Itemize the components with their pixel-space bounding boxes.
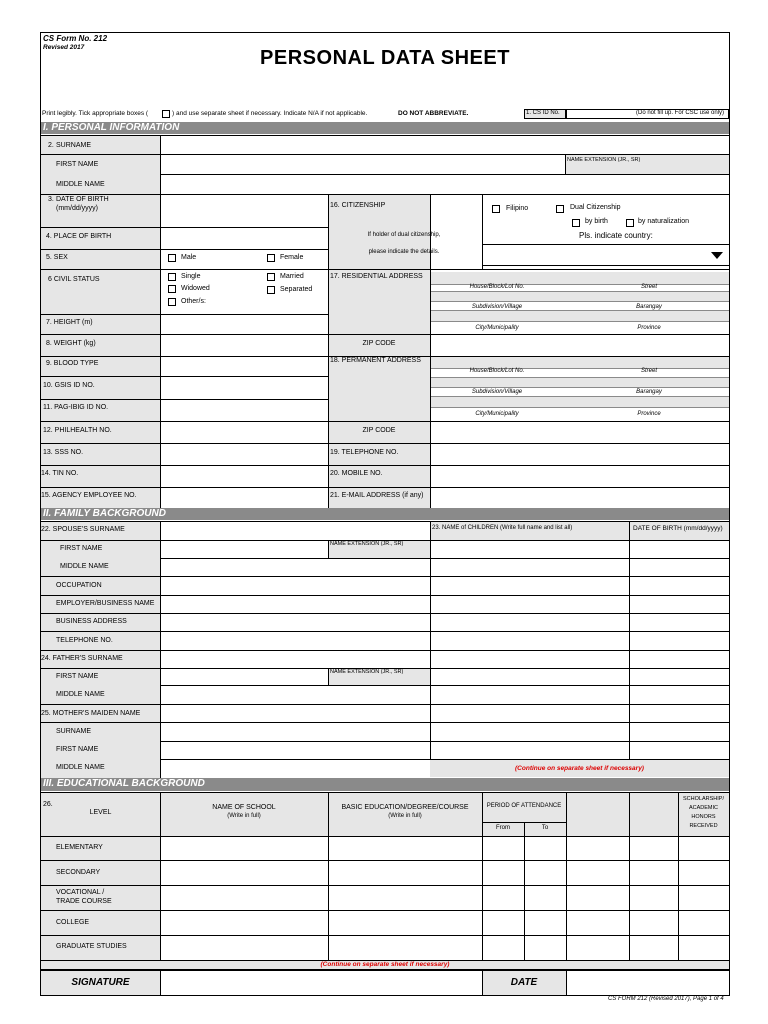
sss-field[interactable] [161,444,328,465]
occupation-label: OCCUPATION [56,582,102,589]
res-zip-label: ZIP CODE [362,340,396,347]
telephone-field[interactable] [431,444,729,465]
spouse-name-ext-label: NAME EXTENSION (JR., SR) [330,541,404,547]
pagibig-label: 11. PAG-IBIG ID NO. [43,404,109,411]
college-row[interactable] [161,911,729,935]
children-dob-label: DATE OF BIRTH (mm/dd/yyyy) [633,525,723,532]
blood-type-label: 9. BLOOD TYPE [46,360,99,367]
res-house-label: House/Block/Lot No. [469,284,525,290]
sex-female-checkbox[interactable] [267,254,275,262]
res-city-label: City/Municipality [475,325,519,331]
citizenship-label: 16. CITIZENSHIP [330,202,386,209]
instructions-a: Print legibly. Tick appropriate boxes ( [42,110,149,117]
perm-city-label: City/Municipality [475,411,519,417]
perm-subdivision-label: Subdivision/Village [471,389,523,395]
surname-label: SURNAME [56,142,92,149]
citizenship-filipino-checkbox[interactable] [492,205,500,213]
instructions-b: ) and use separate sheet if necessary. Indicate N/A if not applicable. [172,110,368,117]
cs-married-checkbox[interactable] [267,273,275,281]
dual-by-birth-label: by birth [585,218,608,225]
mother-first-name-label: FIRST NAME [56,746,99,753]
level-elementary: ELEMENTARY [56,844,103,851]
sex-label: 5. SEX [46,254,68,261]
section-educational-background: III. EDUCATIONAL BACKGROUND [41,778,729,791]
first-name-label: FIRST NAME [56,161,99,168]
perm-street-label: Street [640,368,657,374]
scholarship-header-2: ACADEMIC [688,805,719,811]
graduate-row[interactable] [161,936,729,960]
surname-number: 2. [48,142,54,149]
from-header: From [496,825,510,831]
gsis-label: 10. GSIS ID NO. [43,382,95,389]
citizenship-filipino-label: Filipino [506,205,529,212]
cs-married-label: Married [280,273,304,280]
res-zip-field[interactable] [431,335,729,356]
citizenship-dual-checkbox[interactable] [556,205,564,213]
cs-separated-checkbox[interactable] [267,286,275,294]
dob-label: DATE OF BIRTH [56,196,109,203]
level-vocational-1: VOCATIONAL / [56,889,105,896]
dob-field[interactable] [161,195,328,227]
perm-zip-label: ZIP CODE [362,427,396,434]
gsis-field[interactable] [161,377,328,399]
father-middle-name-label: MIDDLE NAME [56,691,105,698]
sex-female-label: Female [280,254,304,261]
elementary-row[interactable] [161,837,729,860]
do-not-abbreviate: DO NOT ABBREVIATE. [398,110,469,117]
dob-number: 3. [48,196,54,203]
father-surname-field[interactable] [161,651,430,668]
form-number: CS Form No. 212 [43,34,108,43]
philhealth-label: 12. PHILHEALTH NO. [43,427,112,434]
course-header: BASIC EDUCATION/DEGREE/COURSE [341,804,469,811]
civil-status-label: 6 CIVIL STATUS [48,276,100,283]
level-secondary: SECONDARY [56,869,101,876]
spouse-middle-name-field[interactable] [161,559,430,576]
education-number: 26. [43,801,53,808]
first-name-field[interactable] [161,155,565,174]
signature-field[interactable] [161,971,482,995]
dual-note-2: please indicate the details. [368,249,440,255]
perm-house-label: House/Block/Lot No. [469,368,525,374]
personal-data-sheet-form [40,32,730,996]
sss-label: 13. SSS NO. [43,449,84,456]
mobile-label: 20. MOBILE NO. [330,470,383,477]
tin-label: 14. TIN NO. [41,470,79,477]
weight-field[interactable] [161,335,328,356]
course-sub-header: (Write in full) [388,813,422,819]
page-title: PERSONAL DATA SHEET [260,47,510,69]
dual-by-naturalization-checkbox[interactable] [626,219,634,227]
level-college: COLLEGE [56,919,90,926]
cs-single-checkbox[interactable] [168,273,176,281]
period-header: PERIOD OF ATTENDANCE [486,803,562,809]
cs-widowed-label: Widowed [181,285,210,292]
father-middle-name-field[interactable] [161,686,430,704]
page-number: CS FORM 212 (Revised 2017), Page 1 of 4 [608,996,724,1002]
father-surname-label: 24. FATHER'S SURNAME [41,655,123,662]
school-sub-header: (Write in full) [227,813,261,819]
dual-by-naturalization-label: by naturalization [638,218,689,225]
tin-field[interactable] [161,466,328,487]
father-first-name-field[interactable] [161,669,328,685]
vocational-row[interactable] [161,886,729,910]
country-select[interactable] [483,245,729,265]
form-revised: Revised 2017 [43,44,85,51]
permanent-address-label: 18. PERMANENT ADDRESS [330,357,421,364]
pagibig-field[interactable] [161,400,328,421]
weight-label: 8. WEIGHT (kg) [46,340,96,347]
height-label: 7. HEIGHT (m) [46,319,93,326]
employer-label: EMPLOYER/BUSINESS NAME [56,600,155,607]
middle-name-field[interactable] [161,175,729,194]
cs-widowed-checkbox[interactable] [168,285,176,293]
place-of-birth-label: 4. PLACE OF BIRTH [46,233,112,240]
mother-middle-name-label: MIDDLE NAME [56,764,105,771]
cs-id-label: 1. CS ID No. [526,110,560,116]
res-street-label: Street [640,284,657,290]
dob-format: (mm/dd/yyyy) [56,205,98,212]
name-extension-label: NAME EXTENSION (JR., SR) [567,157,641,163]
middle-name-label: MIDDLE NAME [56,181,105,188]
res-barangay-label: Barangay [636,304,662,310]
mother-surname-label: SURNAME [56,728,92,735]
philhealth-field[interactable] [161,422,328,443]
sex-male-checkbox[interactable] [168,254,176,262]
family-continue-note: (Continue on separate sheet if necessary) [515,765,644,772]
res-province-label: Province [637,325,661,331]
dual-by-birth-checkbox[interactable] [572,219,580,227]
surname-field[interactable] [161,136,729,154]
email-label: 21. E-MAIL ADDRESS (if any) [330,492,424,499]
spouse-first-name-field[interactable] [161,541,328,558]
cs-others-label: Other/s: [181,298,206,305]
agency-label: 15. AGENCY EMPLOYEE NO. [41,492,137,499]
mother-surname-field[interactable] [161,723,430,741]
cs-single-label: Single [181,273,201,280]
level-vocational-2: TRADE COURSE [56,898,112,905]
secondary-row[interactable] [161,861,729,885]
res-subdivision-label: Subdivision/Village [471,304,523,310]
section-personal-information: I. PERSONAL INFORMATION [41,122,729,134]
date-field[interactable] [567,971,729,995]
father-name-ext-label: NAME EXTENSION (JR., SR) [330,669,404,675]
school-header: NAME OF SCHOOL [212,804,276,811]
residential-address-label: 17. RESIDENTIAL ADDRESS [330,273,423,280]
place-of-birth-field[interactable] [161,228,328,249]
cs-others-checkbox[interactable] [168,298,176,306]
perm-barangay-label: Barangay [636,389,662,395]
citizenship-dual-label: Dual Citizenship [570,204,621,211]
chevron-down-icon[interactable] [711,252,723,260]
spouse-middle-name-label: MIDDLE NAME [60,563,109,570]
employer-field[interactable] [161,596,430,613]
telephone-label: 19. TELEPHONE NO. [330,449,399,456]
scholarship-header-1: SCHOLARSHIP/ [683,796,724,802]
spouse-surname-field[interactable] [161,522,430,540]
business-address-label: BUSINESS ADDRESS [56,618,127,625]
spouse-first-name-label: FIRST NAME [60,545,103,552]
dual-note-1: If holder of dual citizenship, [367,232,441,238]
business-address-field[interactable] [161,614,430,631]
tick-box-sample-icon [162,110,170,118]
mother-first-name-field[interactable] [161,742,430,759]
signature-label: SIGNATURE [71,977,130,988]
date-label: DATE [510,977,538,988]
spouse-telephone-label: TELEPHONE NO. [56,637,113,644]
spouse-telephone-field[interactable] [161,632,430,650]
mobile-field[interactable] [431,466,729,487]
education-continue-note: (Continue on separate sheet if necessary) [320,961,450,968]
level-header: LEVEL [89,809,112,816]
height-field[interactable] [161,315,328,334]
mother-middle-name-field[interactable] [161,760,430,777]
children-label: 23. NAME of CHILDREN (Write full name and list all) [432,525,573,531]
to-header: To [541,825,549,831]
section-family-background: II. FAMILY BACKGROUND [41,508,729,520]
level-graduate: GRADUATE STUDIES [56,943,127,950]
scholarship-header-4: RECEIVED [689,823,718,829]
sex-male-label: Male [181,254,197,261]
cs-separated-label: Separated [280,286,313,293]
father-first-name-label: FIRST NAME [56,673,99,680]
spouse-surname-label: 22. SPOUSE'S SURNAME [41,526,125,533]
occupation-field[interactable] [161,577,430,595]
scholarship-header-3: HONORS [691,814,716,820]
blood-type-field[interactable] [161,357,328,376]
perm-province-label: Province [637,411,661,417]
perm-zip-field[interactable] [431,422,729,443]
cs-id-note: (Do not fill up. For CSC use only) [636,110,725,116]
mother-maiden-label: 25. MOTHER'S MAIDEN NAME [41,710,141,717]
indicate-country-label: Pls. indicate country: [579,231,653,240]
